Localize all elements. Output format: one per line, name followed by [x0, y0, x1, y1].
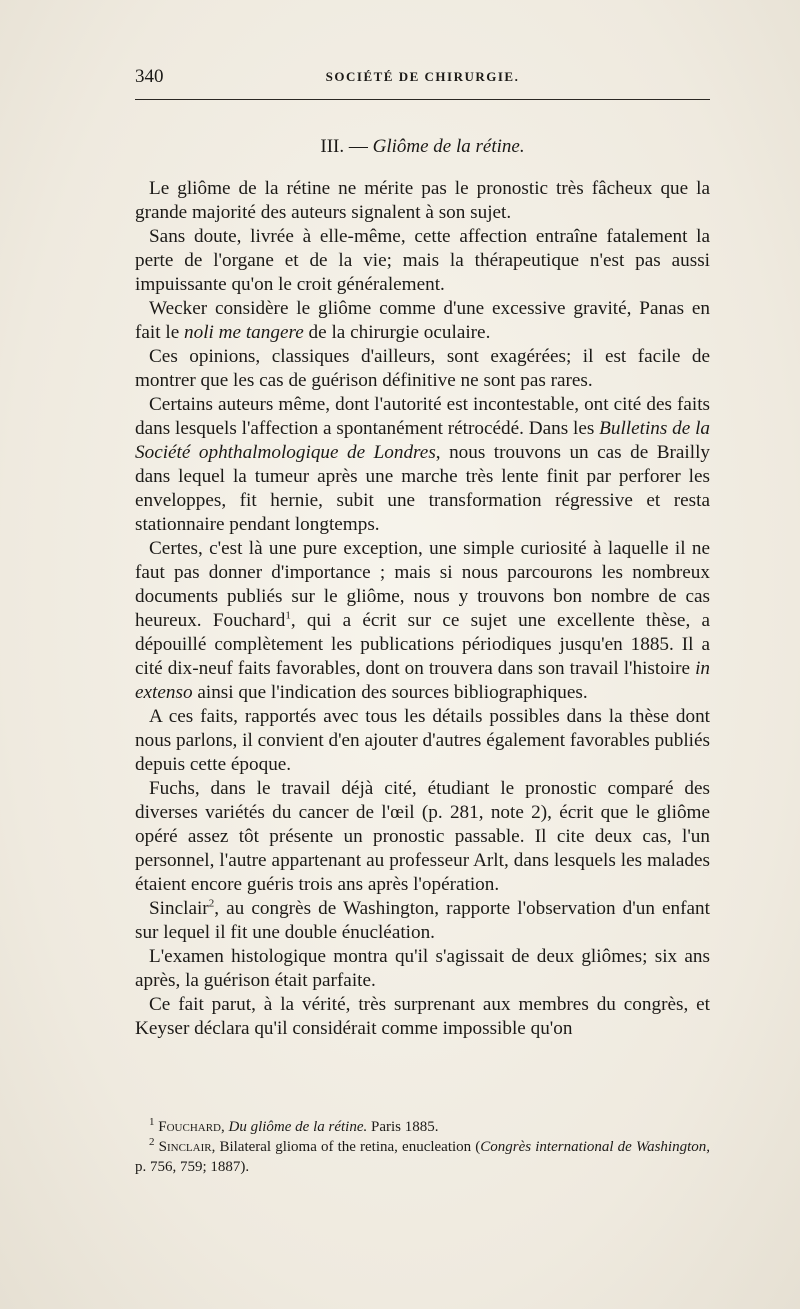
paragraph: Sinclair$^2$, au congrès de Washington, rapporte l'observation d'un enfant sur lequel il fit une double énucléation.	[135, 897, 710, 943]
footnote-ref[interactable]: 2	[208, 897, 215, 910]
italic-phrase: Bulletins de la Société ophthalmologique de Londres	[135, 418, 711, 463]
paragraph: Fuchs, dans le travail déjà cité, étudiant le pronostic comparé des diverses variétés du cancer de l'œil (p. 281, note 2), écrit que le gliôme opéré assez tôt présente un pronostic passable. Il cite deux cas, l'un personnel, l'autre appartenant au professeur Arlt, dans lesquels les malades étaient encore guéris trois ans après l'opération.	[135, 778, 710, 895]
paragraph: A ces faits, rapportés avec tous les détails possibles dans la thèse dont nous parlons, il convient d'en ajouter d'autres également favorables publiés depuis cette époque.	[135, 706, 710, 775]
italic-phrase: in extenso	[135, 658, 710, 703]
running-header	[135, 66, 710, 90]
header-rule	[135, 99, 710, 100]
paragraph: Certes, c'est là une pure exception, une simple curiosité à laquelle il ne faut pas donner d'importance ; mais si nous parcourons les nombreux documents publiés sur le gliôme, nous y trouvons bon nombre de cas heureux. Fouchard$^1$, qui a écrit sur ce sujet une excellente thèse, a dépouillé complètement les publications périodiques jusqu'en 1885. Il a cité dix-neuf faits favorables, dont on trouvera dans son travail l'histoire in extenso ainsi que l'indication des sources bibliographiques.	[135, 538, 710, 703]
footnote: $^1$ Fouchard, Du gliôme de la rétine. Paris 1885.	[149, 1116, 439, 1135]
paragraph: Wecker considère le gliôme comme d'une excessive gravité, Panas en fait le noli me tangere de la chirurgie oculaire.	[135, 298, 710, 343]
running-title: SOCIÉTÉ DE CHIRURGIE.	[325, 69, 520, 84]
body-text	[135, 177, 710, 1041]
italic-phrase: noli me tangere	[184, 322, 304, 343]
paragraph: Le gliôme de la rétine ne mérite pas le pronostic très fâcheux que la grande majorité des auteurs signalent à son sujet.	[135, 178, 710, 223]
paragraph: Ces opinions, classiques d'ailleurs, sont exagérées; il est facile de montrer que les cas de guérison définitive ne sont pas rares.	[135, 346, 710, 391]
section-name: Gliôme de la rétine.	[372, 136, 525, 157]
paragraph: Certains auteurs même, dont l'autorité est incontestable, ont cité des faits dans lesquels l'affection a spontanément rétrocédé. Dans les Bulletins de la Société ophthalmologique de Londres, nous trouvons un cas de Brailly dans lequel la tumeur après une marche très lente finit par perforer les enveloppes, fit hernie, subit une transformation régressive et resta stationnaire pendant longtemps.	[135, 394, 711, 535]
paragraph: Sans doute, livrée à elle-même, cette affection entraîne fatalement la perte de l'organe et de la vie; mais la thérapeutique n'est pas aussi impuissante qu'on le croit généralement.	[135, 226, 710, 295]
footnotes	[135, 1117, 710, 1177]
section-title	[135, 136, 710, 158]
paragraph: L'examen histologique montra qu'il s'agissait de deux gliômes; six ans après, la guérison était parfaite.	[135, 946, 710, 991]
footnote: $^2$ Sinclair, Bilateral glioma of the retina, enucleation (Congrès international de Washington, p. 756, 759; 1887).	[135, 1136, 710, 1175]
section-dash: —	[348, 136, 368, 157]
paragraph: Ce fait parut, à la vérité, très surprenant aux membres du congrès, et Keyser déclara qu'il considérait comme impossible qu'on	[135, 994, 710, 1039]
page-number: 340	[135, 66, 164, 87]
section-number: III.	[320, 136, 345, 157]
footnote-ref[interactable]: 1	[285, 609, 291, 622]
